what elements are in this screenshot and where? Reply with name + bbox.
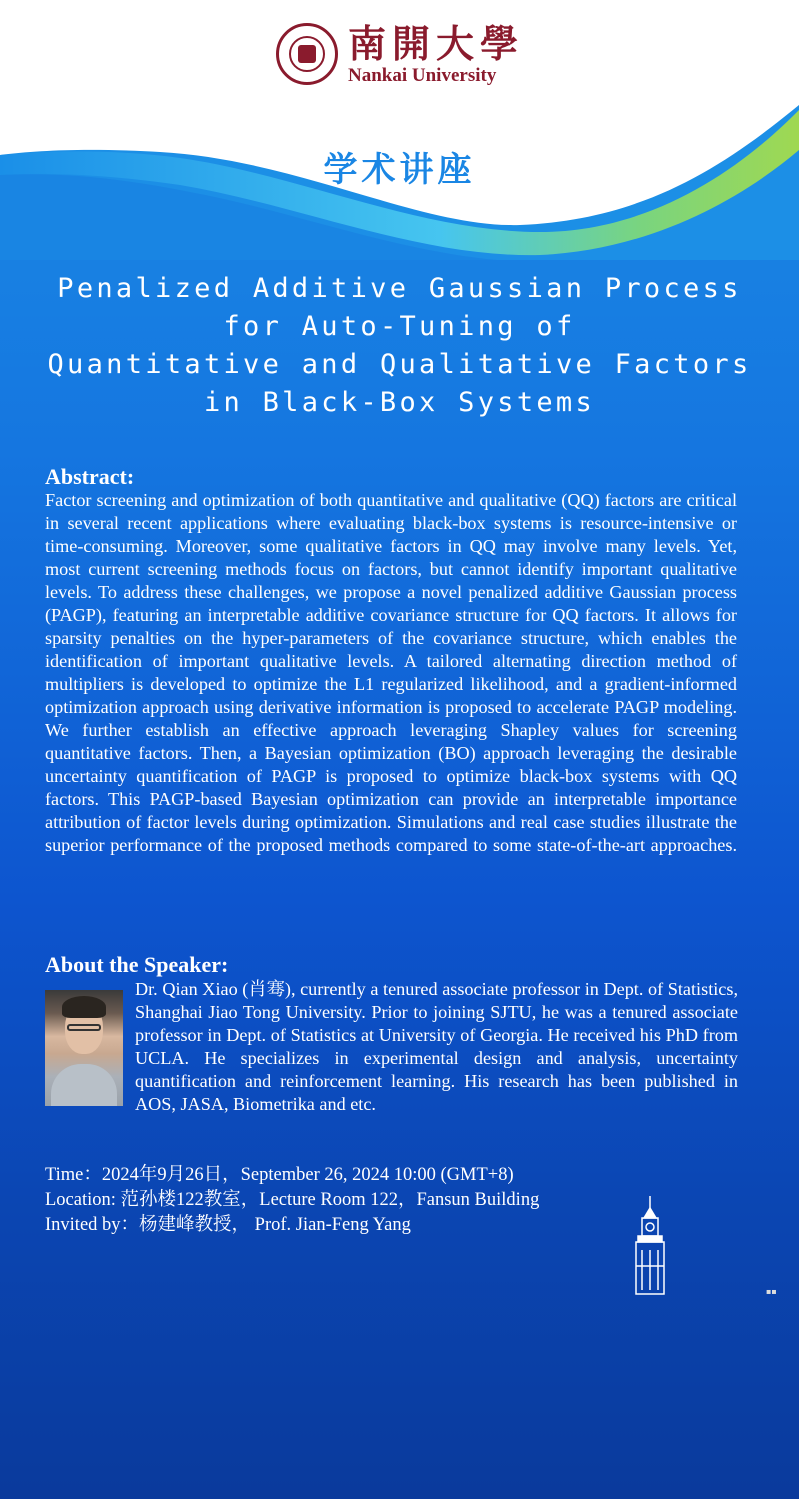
speaker-heading: About the Speaker: [45,952,229,977]
title-line: for Auto-Tuning of [223,311,576,342]
speaker-bio: Dr. Qian Xiao (肖骞), currently a tenured associate professor in Dept. of Statistics, Shanghai Jiao Tong University. Prior to joining SJTU, he was a tenured associate professor in Dept. of Statistics at University of Georgia. He received his PhD from UCLA. He specializes in experimental design and analysis, uncertainty quantification and reinforcement learning. His research has been published in AOS, JASA, Biometrika and etc. [135,979,738,1114]
event-invited-by: Invited by：杨建峰教授， Prof. Jian-Feng Yang [45,1215,411,1235]
title-line: Penalized Additive Gaussian Process [57,273,742,304]
university-name-en: Nankai University [348,65,497,86]
university-name-cn: 南開大學 [348,21,525,66]
speaker-bio-block [45,978,738,1116]
abstract-body: Factor screening and optimization of both quantitative and qualitative (QQ) factors are critical in several recent applications where evaluating black-box systems is resource-intensive or time-consuming. Moreover, some qualitative factors in QQ may involve many levels. Yet, most current screening methods focus on factors, but cannot identify important qualitative levels. To address these challenges, we propose a novel penalized additive Gaussian process (PAGP), featuring an interpretable additive covariance structure for QQ factors. It allows for sparsity penalties on the hyper-parameters of the covariance structure, which enables the identification of important qualitative levels. A tailored alternating direction method of multipliers is developed to optimize the L1 regularized likelihood, and a gradient-informed optimization approach using derivative information is proposed to accelerate PAGP modeling. We further establish an effective approach leveraging Shapley values for screening quantitative factors. Then, a Bayesian optimization (BO) approach leveraging the desirable uncertainty quantification of PAGP is proposed to optimize black-box systems with QQ factors. This PAGP-based Bayesian optimization can provide an interpretable importance attribution of factor levels during optimization. Simulations and real case studies illustrate the superior performance of the proposed methods compared to some state-of-the-art approaches. [45,490,737,855]
lecture-label: 学术讲座 [323,150,476,190]
event-location: Location: 范孙楼122教室，Lecture Room 122，Fansun Building [45,1190,540,1210]
talk-title [0,270,799,422]
event-time: Time：2024年9月26日，September 26, 2024 10:00 (GMT+8) [45,1165,514,1185]
event-info [45,1163,539,1238]
clock-tower-icon [628,1196,672,1296]
abstract-heading: Abstract: [45,464,135,489]
title-line: Quantitative and Qualitative Factors [47,349,752,380]
corner-mark: ▪▪ [766,1287,777,1296]
university-logo [276,22,524,86]
title-line: in Black-Box Systems [203,387,596,418]
university-seal-icon [276,23,338,85]
